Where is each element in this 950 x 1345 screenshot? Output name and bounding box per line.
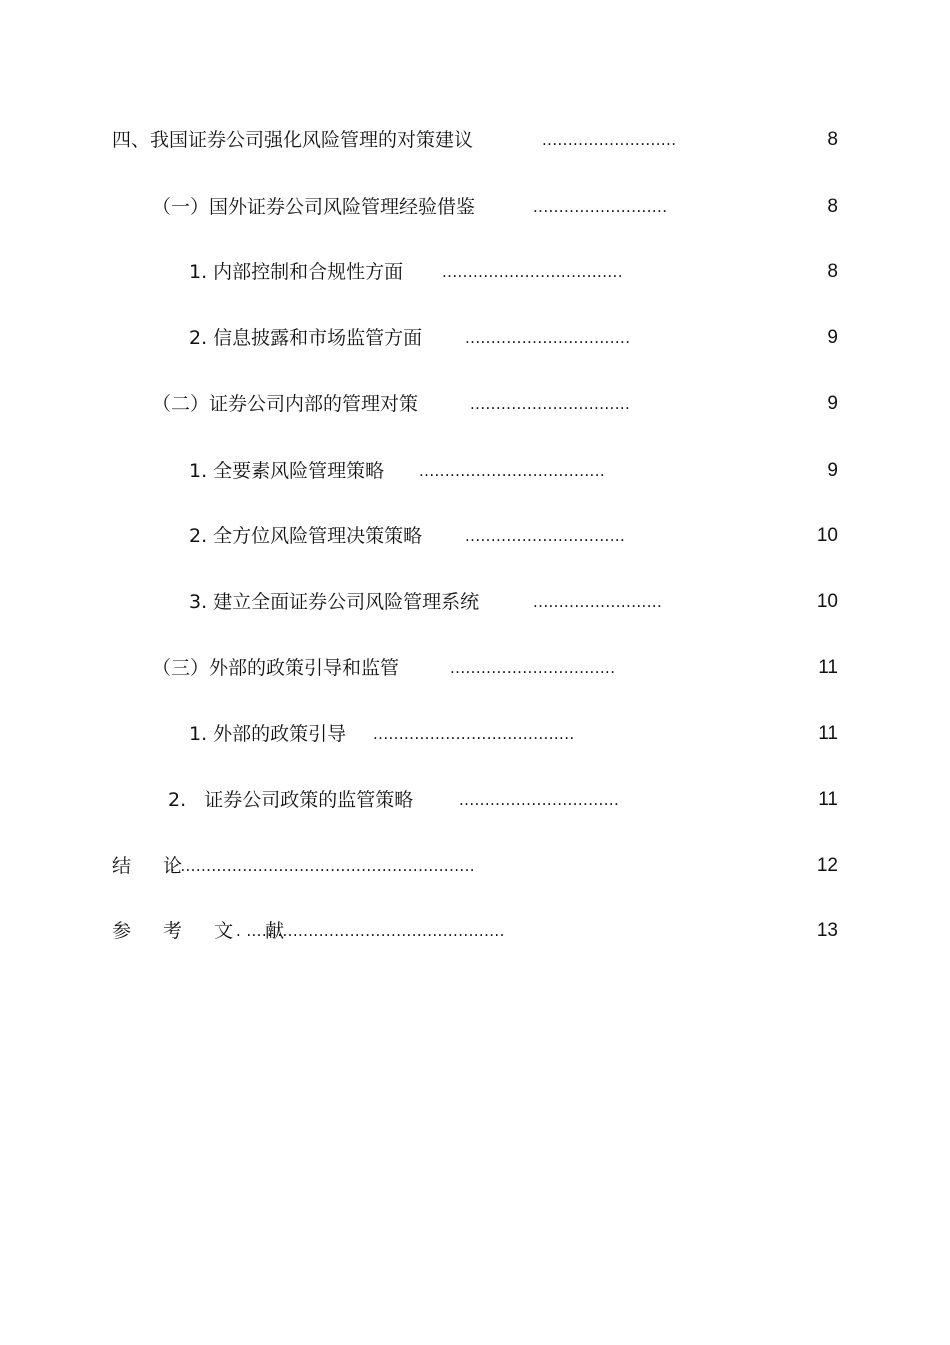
toc-dot-leader: .........................	[533, 593, 663, 611]
toc-page-number: 11	[818, 789, 838, 810]
toc-entry-title: 1. 全要素风险管理策略	[189, 460, 385, 482]
toc-page-number: 13	[816, 920, 838, 941]
toc-dot-leader: ...................................	[442, 263, 623, 281]
toc-dot-leader: ................................	[465, 329, 631, 347]
toc-entry-title: 1. 外部的政策引导	[189, 723, 347, 745]
toc-entry-4-3-2	[0, 785, 950, 815]
toc-entry-title: 3. 建立全面证券公司风险管理系统	[189, 591, 480, 613]
toc-entry-title: （二）证券公司内部的管理对策	[152, 393, 419, 415]
toc-entry-4-2-2	[0, 521, 950, 551]
toc-dot-leader: ..........................	[542, 131, 677, 149]
toc-page-number: 8	[827, 261, 838, 282]
toc-entry-4-2	[0, 389, 950, 419]
toc-dot-leader: . ..................................................	[236, 922, 505, 940]
toc-dot-leader: ...............................	[459, 791, 620, 809]
toc-entry-4-3	[0, 653, 950, 683]
toc-dot-leader: ..........................	[533, 198, 668, 216]
toc-dot-leader: .......................................	[373, 725, 575, 743]
toc-page-number: 8	[827, 129, 838, 150]
toc-page-number: 11	[818, 657, 838, 678]
toc-entry-4-1-1	[0, 257, 950, 287]
toc-dot-leader: . .........................................................	[170, 857, 475, 875]
toc-entry-4-1	[0, 192, 950, 222]
toc-dot-leader: ................................	[450, 659, 616, 677]
toc-page-number: 9	[827, 393, 838, 414]
toc-entry-4-2-3	[0, 587, 950, 617]
toc-entry-title: 四、我国证券公司强化风险管理的对策建议	[112, 129, 474, 151]
toc-page-number: 8	[827, 196, 838, 217]
toc-page-number: 11	[818, 723, 838, 744]
toc-page-number: 12	[816, 855, 838, 876]
toc-entry-title: （三）外部的政策引导和监管	[152, 657, 400, 679]
toc-dot-leader: ...............................	[470, 395, 631, 413]
toc-entry-title: 结 论	[112, 855, 196, 877]
toc-entry-section-4	[0, 125, 950, 155]
toc-page-number: 10	[816, 525, 838, 546]
toc-entry-title: （一）国外证券公司风险管理经验借鉴	[152, 196, 476, 218]
toc-entry-title: 2. 证券公司政策的监管策略	[168, 789, 414, 811]
toc-dot-leader: ....................................	[419, 462, 606, 480]
toc-page-number: 9	[827, 460, 838, 481]
toc-entry-title: 2. 全方位风险管理决策策略	[189, 525, 423, 547]
toc-dot-leader: ...............................	[465, 527, 626, 545]
toc-entry-title: 1. 内部控制和合规性方面	[189, 261, 404, 283]
toc-page-number: 9	[827, 327, 838, 348]
toc-entry-title: 2. 信息披露和市场监管方面	[189, 327, 423, 349]
toc-entry-4-2-1	[0, 456, 950, 486]
toc-entry-4-1-2	[0, 323, 950, 353]
toc-entry-title: 参 考 文 献	[112, 920, 298, 942]
toc-entry-references	[0, 916, 950, 946]
toc-page-number: 10	[816, 591, 838, 612]
toc-entry-conclusion	[0, 851, 950, 881]
toc-entry-4-3-1	[0, 719, 950, 749]
